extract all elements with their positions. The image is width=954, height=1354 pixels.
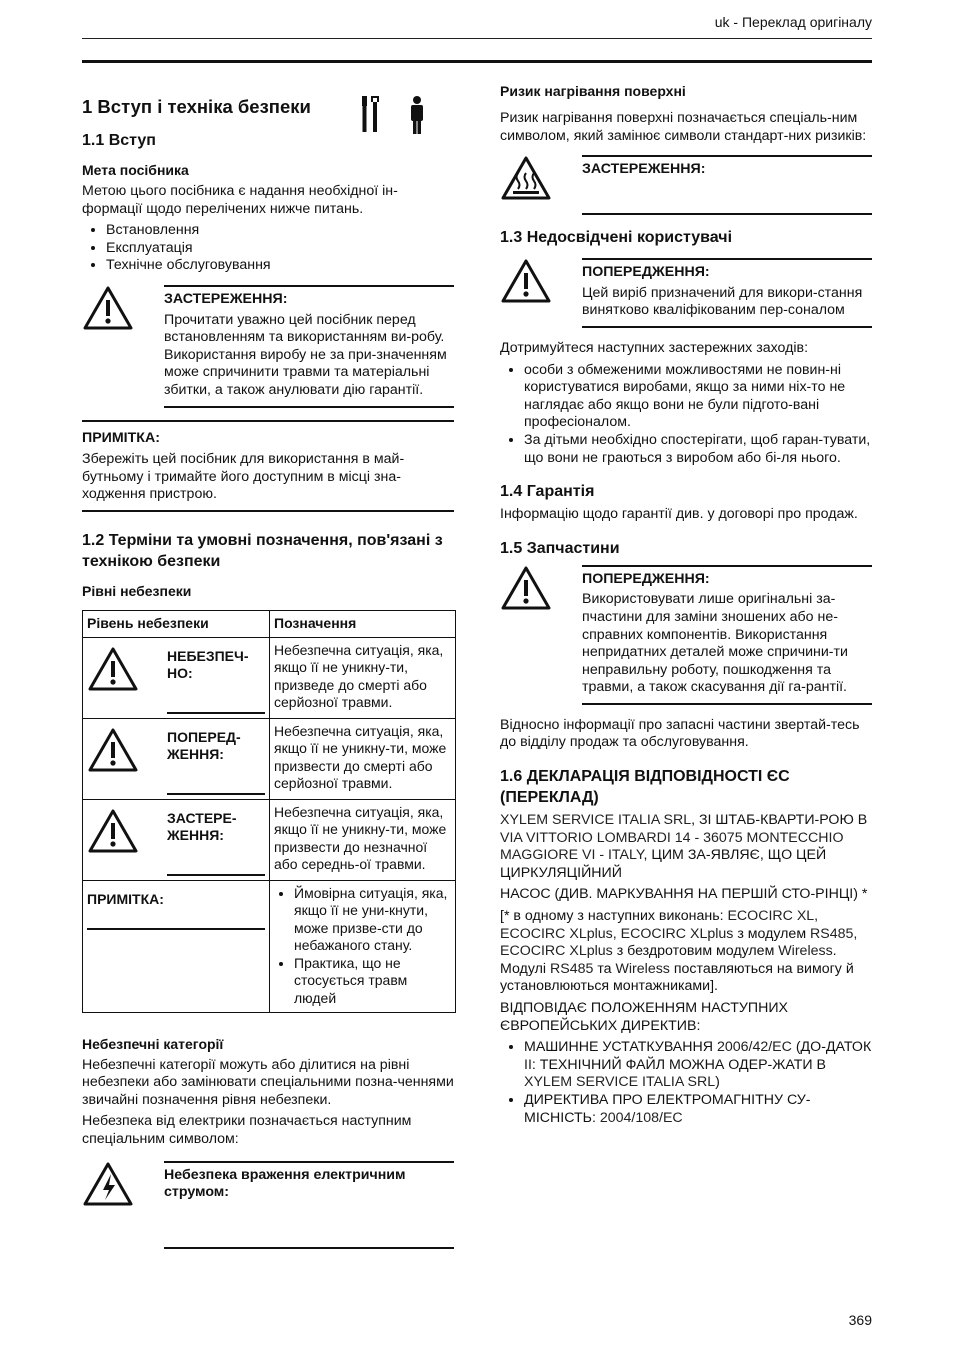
declaration-text: з бездротовим модулем xyxy=(612,943,779,960)
declaration-text: з модулем xyxy=(733,925,811,942)
purpose-list xyxy=(82,222,454,275)
categories-text: Небезпечні категорії можуть або ділитися на рівні небезпеки або замінювати спеціальними позна-ченнями звичайні позначення рівня небезпеки. xyxy=(82,1056,454,1108)
warning-label: ПОПЕРЕДЖЕННЯ: xyxy=(582,570,710,587)
caution-text: Прочитати уважно цей посібник перед встановленням та використанням ви-робу. Використання виробу не за при-значенням може спричинити травми та матеріальні збитки, а також анулювати дію гарантії. xyxy=(164,311,447,398)
company-address: VIA VITTORIO LOMBARDI 14 - 36075 MONTECCHIO MAGGIORE VI - ITALY xyxy=(500,829,844,864)
level-danger: НЕБЕЗПЕЧ-НО: xyxy=(167,642,265,714)
model-name: RS485 xyxy=(550,960,594,977)
warning-text: Цей виріб призначений для викори-стання винятково кваліфікованим пер-соналом xyxy=(582,284,863,319)
note-block xyxy=(82,420,454,512)
list-item: • Практика, що не стосується травм людей xyxy=(294,955,451,1008)
electric-hazard-icon xyxy=(82,1161,134,1207)
spares-warning-callout xyxy=(500,565,872,705)
directive-text: : ТЕХНІЧНИЙ ФАЙЛ МОЖНА ОДЕР-ЖАТИ В xyxy=(531,1056,826,1073)
list-item: • Ймовірна ситуація, яка, якщо її не уни-кнути, може призве-сти до небажаного стану. xyxy=(294,885,451,955)
declaration-text: та xyxy=(593,960,616,977)
directive-text: ДИРЕКТИВА ПРО ЕЛЕКТРОМАГНІТНУ СУ-МІСНІСТЬ: xyxy=(524,1091,811,1126)
electric-label: Небезпека враження електричним струмом: xyxy=(164,1166,406,1201)
list-item xyxy=(524,1039,872,1092)
hot-surface-title: Ризик нагрівання поверхні xyxy=(500,83,686,99)
electric-callout xyxy=(82,1161,454,1249)
declaration-pump: НАСОС (ДИВ. МАРКУВАННЯ НА ПЕРШІЙ СТО-РІНЦІ) * xyxy=(500,886,868,903)
level-warning: ПОПЕРЕД-ЖЕННЯ: xyxy=(167,723,265,795)
level-desc: Небезпечна ситуація, яка, якщо її не уникну-ти, може призвести до незначної або середнь-ої травми. xyxy=(270,799,456,880)
note-label: ПРИМІТКА: xyxy=(82,429,160,446)
directives-list xyxy=(500,1039,872,1127)
warning-text: Використовувати лише оригінальні за-пчастини для заміни зношених або не-справних компонентів. Використання непридатних деталей може спричини-ти неправильну роботу, пошкодження та травми, а також скасування дії га-рантії. xyxy=(582,591,848,696)
warning-triangle-icon xyxy=(500,258,552,304)
section-1-4-title: 1.4 Гарантія xyxy=(500,483,595,501)
warning-triangle-icon xyxy=(82,285,134,331)
section-1-5-title: 1.5 Запчастини xyxy=(500,539,620,557)
level-note: ПРИМІТКА: xyxy=(87,885,265,931)
list-item: • особи з обмеженими можливостями не повин-ні користуватися виробами, якщо за ними ніх-то не наглядає або якщо вони не були підгото-вані професіоналом. xyxy=(524,362,872,432)
model-name: ECOCIRC XL, ECOCIRC XLplus, ECOCIRC XLplus xyxy=(500,908,819,942)
table-row xyxy=(83,880,456,1012)
section-1-title: 1 Вступ і техніка безпеки xyxy=(82,96,311,117)
warning-callout xyxy=(500,258,872,328)
purpose-text: Метою цього посібника є надання необхідної ін-формації щодо перелічених нижче питань. xyxy=(82,183,398,217)
left-column xyxy=(82,70,454,1261)
page-header: uk - Переклад оригіналу xyxy=(714,14,872,30)
hot-label: ЗАСТЕРЕЖЕННЯ: xyxy=(582,161,706,178)
caution-callout xyxy=(82,285,454,408)
header-rule xyxy=(82,38,872,39)
directive-number: 2006/42/EC xyxy=(716,1039,792,1056)
warning-label: ПОПЕРЕДЖЕННЯ: xyxy=(582,264,710,281)
table-row xyxy=(83,718,456,799)
company-name: XYLEM SERVICE ITALIA SRL xyxy=(524,1074,716,1091)
hazard-levels-table xyxy=(82,610,456,1013)
section-1-3-title: 1.3 Недосвідчені користувачі xyxy=(500,229,733,247)
directive-text: (ДО-ДАТОК xyxy=(791,1039,872,1056)
model-name: Wireless xyxy=(778,943,833,960)
table-header-meaning: Позначення xyxy=(270,610,456,637)
declaration-text: , ЦИМ ЗА-ЯВЛЯЄ, ЩО ЦЕЙ ЦИРКУЛЯЦІЙНИЙ xyxy=(500,847,827,881)
danger-triangle-icon xyxy=(87,646,139,692)
directive-text: МАШИННЕ УСТАТКУВАННЯ xyxy=(524,1039,717,1056)
precautions-list xyxy=(500,362,872,468)
list-item: • Встановлення xyxy=(106,222,454,240)
categories-title: Небезпечні категорії xyxy=(82,1035,224,1052)
level-desc: Небезпечна ситуація, яка, якщо її не уникну-ти, призведе до смерті або серйозної травми. xyxy=(270,637,456,718)
declaration-conformity: ВІДПОВІДАЄ ПОЛОЖЕННЯМ НАСТУПНИХ ЄВРОПЕЙСЬКИХ ДИРЕКТИВ: xyxy=(500,1000,788,1034)
table-row xyxy=(83,799,456,880)
caution-label: ЗАСТЕРЕЖЕННЯ: xyxy=(164,290,288,307)
warning-triangle-icon xyxy=(87,727,139,773)
declaration-text: . Модулі xyxy=(500,943,837,977)
warranty-text: Інформацію щодо гарантії див. у договорі про продаж. xyxy=(500,506,858,523)
directive-text: ) xyxy=(715,1074,720,1091)
declaration-variants xyxy=(500,908,872,996)
table-header-level: Рівень небезпеки xyxy=(83,610,270,637)
top-rule xyxy=(82,60,872,63)
list-item: • За дітьми необхідно спостерігати, щоб гаран-тувати, що вони не граються з виробом або бі-ля нього. xyxy=(524,432,872,467)
level-desc: Небезпечна ситуація, яка, якщо її не уникну-ти, може призвести до смерті або серйозної травми. xyxy=(270,718,456,799)
declaration-text: , ЗІ ШТАБ-КВАРТИ-РОЮ В xyxy=(691,812,868,829)
section-1-1-title: 1.1 Вступ xyxy=(82,132,156,149)
page-number: 369 xyxy=(848,1312,872,1329)
annex-number: II xyxy=(524,1056,532,1073)
spares-text: Відносно інформації про запасні частини звертай-тесь до відділу продаж та обслуговування. xyxy=(500,716,860,751)
hot-callout xyxy=(500,155,872,215)
note-text: Збережіть цей посібник для використання в май-бутньому і тримайте його доступним в місці зна-ходження пристрою. xyxy=(82,451,405,503)
table-row xyxy=(83,637,456,718)
list-item: • Технічне обслуговування xyxy=(106,257,454,275)
hot-surface-icon xyxy=(500,155,552,201)
section-1-6-title: 1.6 ДЕКЛАРАЦІЯ ВІДПОВІДНОСТІ ЄС (ПЕРЕКЛАД) xyxy=(500,768,790,807)
categories-text-2: Небезпека від електрики позначається наступним спеціальним символом: xyxy=(82,1113,412,1148)
precautions-text: Дотримуйтеся наступних застережних заходів: xyxy=(500,339,809,356)
hot-surface-text: Ризик нагрівання поверхні позначається спеціаль-ним символом, який замінює символи стандарт-них ризиків: xyxy=(500,110,867,144)
levels-title: Рівні небезпеки xyxy=(82,582,192,599)
caution-triangle-icon xyxy=(87,808,139,854)
model-name: Wireless xyxy=(615,960,670,977)
section-1-2-title: 1.2 Терміни та умовні позначення, пов'язані з технікою безпеки xyxy=(82,531,443,570)
declaration-text: [* в одному з наступних виконань: xyxy=(500,908,728,925)
right-column xyxy=(500,82,872,1131)
level-caution: ЗАСТЕРЕ-ЖЕННЯ: xyxy=(167,804,265,876)
warning-triangle-icon xyxy=(500,565,552,611)
directive-number: 2004/108/EC xyxy=(599,1109,683,1126)
purpose-title: Мета посібника xyxy=(82,162,189,178)
declaration-text: поставляються на вимогу й установлюються монтажниками]. xyxy=(500,960,854,995)
list-item xyxy=(524,1092,872,1127)
list-item: • Експлуатація xyxy=(106,240,454,258)
declaration-intro xyxy=(500,812,872,882)
company-name: XYLEM SERVICE ITALIA SRL xyxy=(500,812,692,829)
model-name: RS485, ECOCIRC XLplus xyxy=(500,925,858,960)
